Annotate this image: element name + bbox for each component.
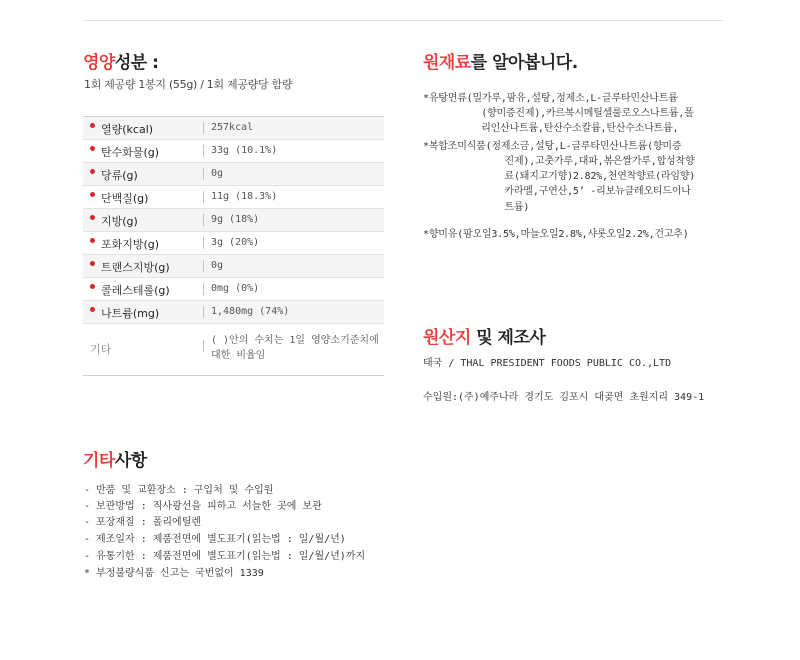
origin-title-rest: 및 제조사	[470, 328, 546, 348]
nutrient-value: 0mg (0%)	[211, 283, 260, 294]
etc-line: - 보관방법 : 직사광선을 피하고 서늘한 곳에 보관	[84, 501, 322, 512]
nutrition-other-row	[83, 324, 384, 376]
raw-line: *유탕면류(밀가루,팜유,설탕,정제소,L-글루타민산나트륨	[423, 93, 678, 104]
nutrition-row	[83, 255, 384, 278]
etc-line: - 제조일자 : 제품전면에 별도표기(읽는법 : 일/월/년)	[84, 534, 346, 545]
nutrient-name: 트랜스지방(g)	[101, 261, 170, 274]
raw-line: 료(돼지고기향)2.82%,천연착향료(라임향)	[423, 171, 696, 182]
nutrition-row	[83, 278, 384, 301]
bullet-icon	[90, 192, 95, 197]
raw-line: (향미증진제),카르복시메틸셀룰로오스나트륨,폴	[423, 108, 694, 119]
separator	[203, 260, 204, 272]
separator	[203, 145, 204, 157]
nutrition-row	[83, 232, 384, 255]
separator	[203, 214, 204, 226]
etc-line: - 유통기한 : 제품전면에 별도표기(읽는법 : 일/월/년)까지	[84, 551, 366, 562]
top-divider	[83, 20, 723, 21]
nutrient-name: 콜레스테롤(g)	[101, 284, 170, 297]
nutrition-title-highlight: 영양	[83, 53, 115, 73]
bullet-icon	[90, 169, 95, 174]
raw-line: 트륨)	[423, 202, 530, 213]
separator	[203, 306, 204, 318]
separator	[203, 122, 204, 134]
separator	[203, 237, 204, 249]
etc-line: - 포장재질 : 폴리에틸렌	[84, 517, 202, 528]
raw-title-rest: 를 알아봅니다.	[470, 53, 578, 73]
raw-line: 리인산나트륨,탄산수소칼륨,탄산수소나트륨,	[423, 123, 679, 134]
bullet-icon	[90, 123, 95, 128]
other-note: ( )안의 수치는 1일 영양소기준치에 대한 비율임	[211, 335, 379, 361]
etc-title-highlight: 기타	[83, 451, 115, 471]
nutrient-value: 0g	[211, 260, 224, 271]
origin-title-highlight: 원산지	[423, 328, 471, 348]
raw-line: *복합조미식품(정제소금,설탕,L-글루타민산나트륨(향미증	[423, 141, 682, 152]
nutrient-name: 탄수화물(g)	[101, 146, 160, 159]
origin-importer: 수입원:(주)예주나라 경기도 김포시 대곶면 초원지리 349-1	[423, 392, 705, 403]
separator	[203, 283, 204, 295]
nutrient-value: 0g	[211, 168, 224, 179]
nutrition-row	[83, 163, 384, 186]
nutrient-value: 257kcal	[211, 122, 254, 133]
nutrition-row	[83, 140, 384, 163]
nutrient-name: 지방(g)	[101, 215, 138, 228]
etc-line: - 반품 및 교환장소 : 구입처 및 수입원	[84, 485, 274, 496]
nutrition-subtitle: 1회 제공량 1봉지 (55g) / 1회 제공량당 함량	[84, 78, 293, 91]
nutrient-name: 당류(g)	[101, 169, 138, 182]
etc-title	[83, 446, 147, 471]
raw-line: 카라멜,구연산,5’ -리보뉴클레오티드이나	[423, 186, 691, 197]
raw-line: 진제),고춧가루,대파,볶은쌀가루,합성착향	[423, 156, 695, 167]
nutrient-name: 포화지방(g)	[101, 238, 160, 251]
nutrition-title-rest: 성분 :	[114, 53, 159, 73]
nutrition-table	[83, 116, 384, 376]
nutrient-name: 나트륨(mg)	[101, 307, 160, 320]
nutrition-row	[83, 301, 384, 324]
separator	[203, 168, 204, 180]
bullet-icon	[90, 261, 95, 266]
raw-materials-title	[423, 48, 578, 73]
origin-country: 태국 / THAL PRESIDENT FOODS PUBLIC CO.,LTD	[423, 358, 672, 369]
bullet-icon	[90, 215, 95, 220]
separator	[203, 191, 204, 203]
bullet-icon	[90, 146, 95, 151]
separator	[203, 340, 204, 352]
origin-title	[423, 323, 545, 348]
raw-line: *향미유(팜오일3.5%,마늘오일2.8%,샤롯오일2.2%,건고추)	[423, 229, 689, 240]
other-label: 기타	[90, 343, 112, 356]
nutrition-row	[83, 186, 384, 209]
nutrient-name: 열량(kcal)	[101, 123, 154, 136]
nutrition-title	[83, 48, 158, 73]
raw-title-highlight: 원재료	[423, 53, 471, 73]
bullet-icon	[90, 307, 95, 312]
nutrient-value: 1,480mg (74%)	[211, 306, 290, 317]
nutrition-row	[83, 117, 384, 140]
nutrient-value: 11g (18.3%)	[211, 191, 278, 202]
nutrient-name: 단백질(g)	[101, 192, 149, 205]
nutrient-value: 3g (20%)	[211, 237, 260, 248]
etc-title-rest: 사항	[114, 451, 147, 471]
nutrient-value: 33g (10.1%)	[211, 145, 278, 156]
bullet-icon	[90, 284, 95, 289]
bullet-icon	[90, 238, 95, 243]
nutrition-row	[83, 209, 384, 232]
etc-line: * 부정불량식품 신고는 국번없이 1339	[84, 568, 264, 579]
nutrient-value: 9g (18%)	[211, 214, 260, 225]
